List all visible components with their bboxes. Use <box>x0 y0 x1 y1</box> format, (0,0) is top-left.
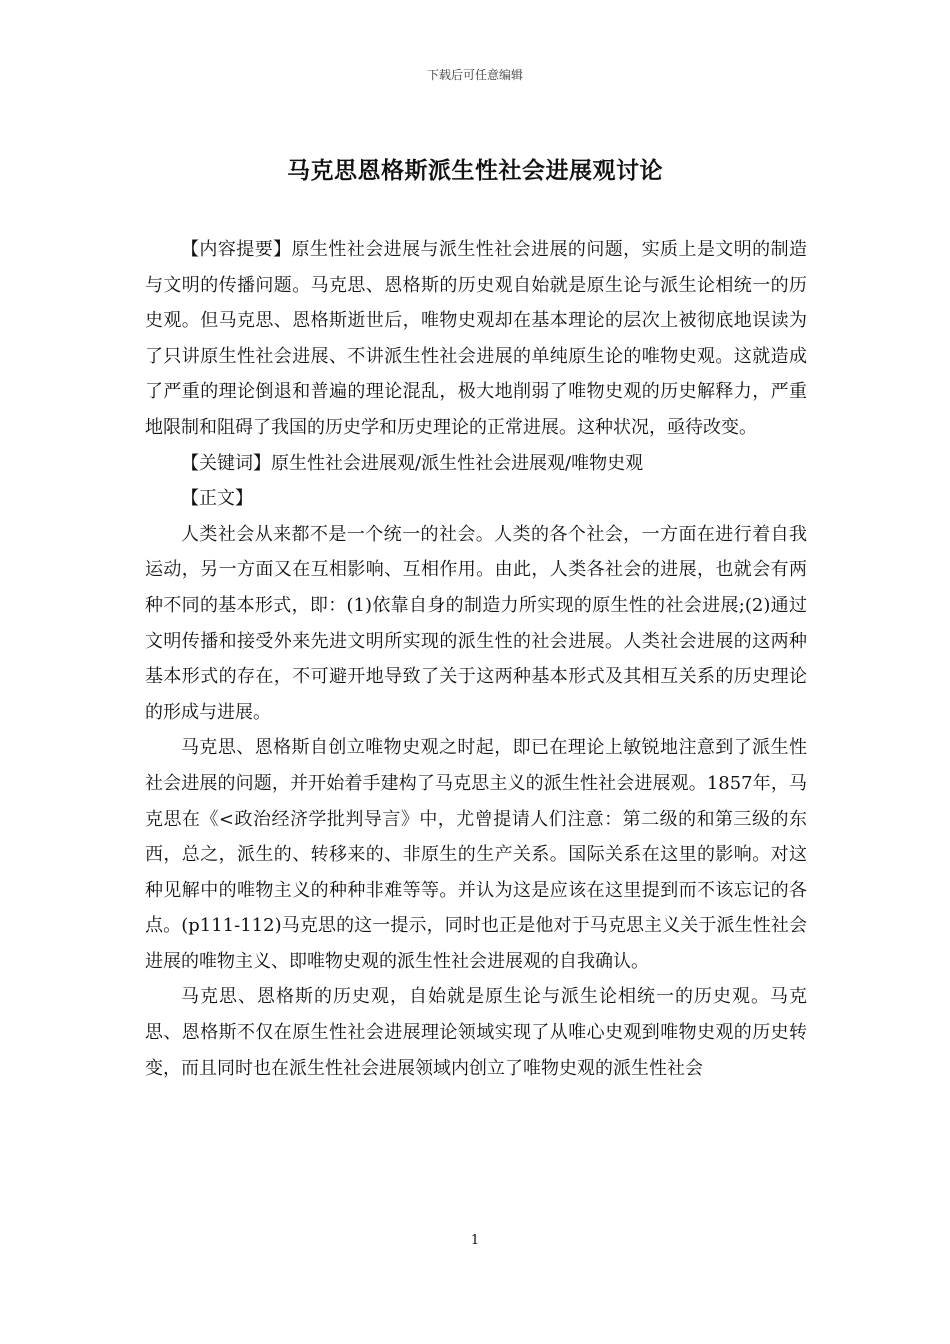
abstract-paragraph: 【内容提要】原生性社会进展与派生性社会进展的问题，实质上是文明的制造与文明的传播问题。马克思、恩格斯的历史观自始就是原生论与派生论相统一的历史观。但马克思、恩格斯逝世后，唯物史观却在基本理论的层次上被彻底地误读为了只讲原生性社会进展、不讲派生性社会进展的单纯原生论的唯物史观。这就造成了严重的理论倒退和普遍的理论混乱，极大地削弱了唯物史观的历史解释力，严重地限制和阻碍了我国的历史学和历史理论的正常进展。这种状况，亟待改变。 <box>145 239 807 438</box>
page-header-note: 下载后可任意编辑 <box>426 68 523 82</box>
body-paragraph: 人类社会从来都不是一个统一的社会。人类的各个社会，一方面在进行着自我运动，另一方面又在互相影响、互相作用。由此，人类各社会的进展，也就会有两种不同的基本形式，即：(1)依靠自身的制造力所实现的原生性的社会进展;(2)通过文明传播和接受外来先进文明所实现的派生性的社会进展。人类社会进展的这两种基本形式的存在，不可避开地导致了关于这两种基本形式及其相互关系的历史理论的形成与进展。 <box>145 523 807 723</box>
document-title: 马克思恩格斯派生性社会进展观讨论 <box>287 157 663 184</box>
document-body <box>145 232 807 1086</box>
body-paragraph: 马克思、恩格斯的历史观，自始就是原生论与派生论相统一的历史观。马克思、恩格斯不仅在原生性社会进展理论领域实现了从唯心史观到唯物史观的历史转变，而且同时也在派生性社会进展领域内创立了唯物史观的派生性社会 <box>145 986 807 1079</box>
keywords-paragraph: 【关键词】原生性社会进展观/派生性社会进展观/唯物史观 <box>181 452 644 474</box>
body-paragraph: 马克思、恩格斯自创立唯物史观之时起，即已在理论上敏锐地注意到了派生性社会进展的问题，并开始着手建构了马克思主义的派生性社会进展观。1857年，马克思在《<政治经济学批判导言》中，尤曾提请人们注意：第二级的和第三级的东西，总之，派生的、转移来的、非原生的生产关系。国际关系在这里的影响。对这种见解中的唯物主义的种种非难等等。并认为这是应该在这里提到而不该忘记的各点。(p111-112)马克思的这一提示，同时也正是他对于马克思主义关于派生性社会进展的唯物主义、即唯物史观的派生性社会进展观的自我确认。 <box>145 737 807 972</box>
body-heading: 【正文】 <box>181 488 253 510</box>
page-number: 1 <box>470 1233 480 1248</box>
